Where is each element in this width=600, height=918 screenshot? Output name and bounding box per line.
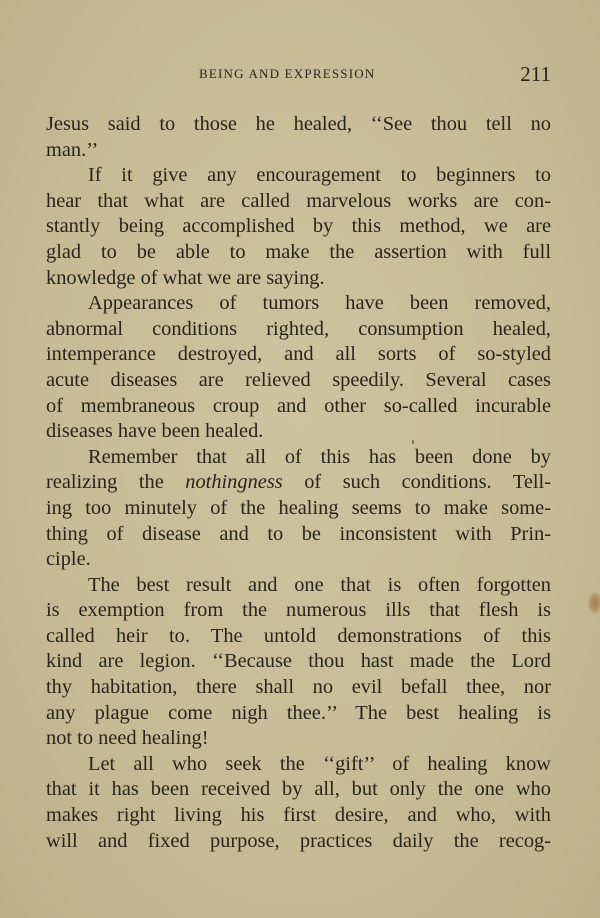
paragraph xyxy=(46,445,551,573)
text-line: thy habitation, there shall no evil befall thee, nor xyxy=(46,676,551,699)
paragraph xyxy=(46,291,551,445)
running-head xyxy=(46,62,551,86)
text-line: stantly being accomplished by this method, we are xyxy=(46,215,551,238)
page-speck xyxy=(412,440,414,444)
text-line: man.’’ xyxy=(46,138,99,161)
text-line: knowledge of what we are saying. xyxy=(46,266,325,289)
text-line: of membraneous croup and other so-called incurable xyxy=(46,394,551,417)
text-line: Let all who seek the ‘‘gift’’ of healing know xyxy=(88,752,551,775)
text-line: any plague come nigh thee.’’ The best healing is xyxy=(46,701,551,724)
text-line: not to need healing! xyxy=(46,727,209,750)
text-line: that it has been received by all, but only the one who xyxy=(46,778,551,801)
text-line: Remember that all of this has been done by xyxy=(88,445,551,468)
text-line: glad to be able to make the assertion with full xyxy=(46,240,551,263)
text-line: acute diseases are relieved speedily. Several cases xyxy=(46,368,551,391)
text-line: thing of disease and to be inconsistent with Prin- xyxy=(46,522,551,545)
paragraph xyxy=(46,573,551,752)
text-line: abnormal conditions righted, consumption healed, xyxy=(46,317,551,340)
text-line: diseases have been healed. xyxy=(46,420,264,443)
italic-emphasis: nothingness xyxy=(185,471,283,494)
text-line: ing too minutely of the healing seems to make some- xyxy=(46,496,551,519)
text-line: ciple. xyxy=(46,548,91,571)
body-text xyxy=(46,112,551,854)
text-line: called heir to. The untold demonstrations of this xyxy=(46,624,551,647)
text-line: will and fixed purpose, practices daily the recog- xyxy=(46,829,551,852)
text-line: The best result and one that is often forgotten xyxy=(88,573,551,596)
text-line: Jesus said to those he healed, ‘‘See thou tell no xyxy=(46,113,551,135)
text-line: realizing the nothingness of such conditions. Tell- xyxy=(46,471,551,494)
running-title: BEING AND EXPRESSION xyxy=(199,66,376,81)
text-line: intemperance destroyed, and all sorts of so-styled xyxy=(46,343,551,366)
text-line: is exemption from the numerous ills that flesh is xyxy=(46,599,551,622)
text-line: kind are legion. ‘‘Because thou hast made the Lord xyxy=(46,650,551,673)
page-number: 211 xyxy=(520,62,551,86)
text-line: If it give any encouragement to beginners to xyxy=(88,164,551,187)
text-line: hear that what are called marvelous works are con- xyxy=(46,189,551,212)
text-line: Appearances of tumors have been removed, xyxy=(88,292,551,315)
paragraph xyxy=(46,163,551,291)
page-stain xyxy=(588,592,600,614)
paragraph xyxy=(46,112,551,163)
text-line: makes right living his first desire, and who, with xyxy=(46,804,551,827)
paragraph xyxy=(46,752,551,854)
